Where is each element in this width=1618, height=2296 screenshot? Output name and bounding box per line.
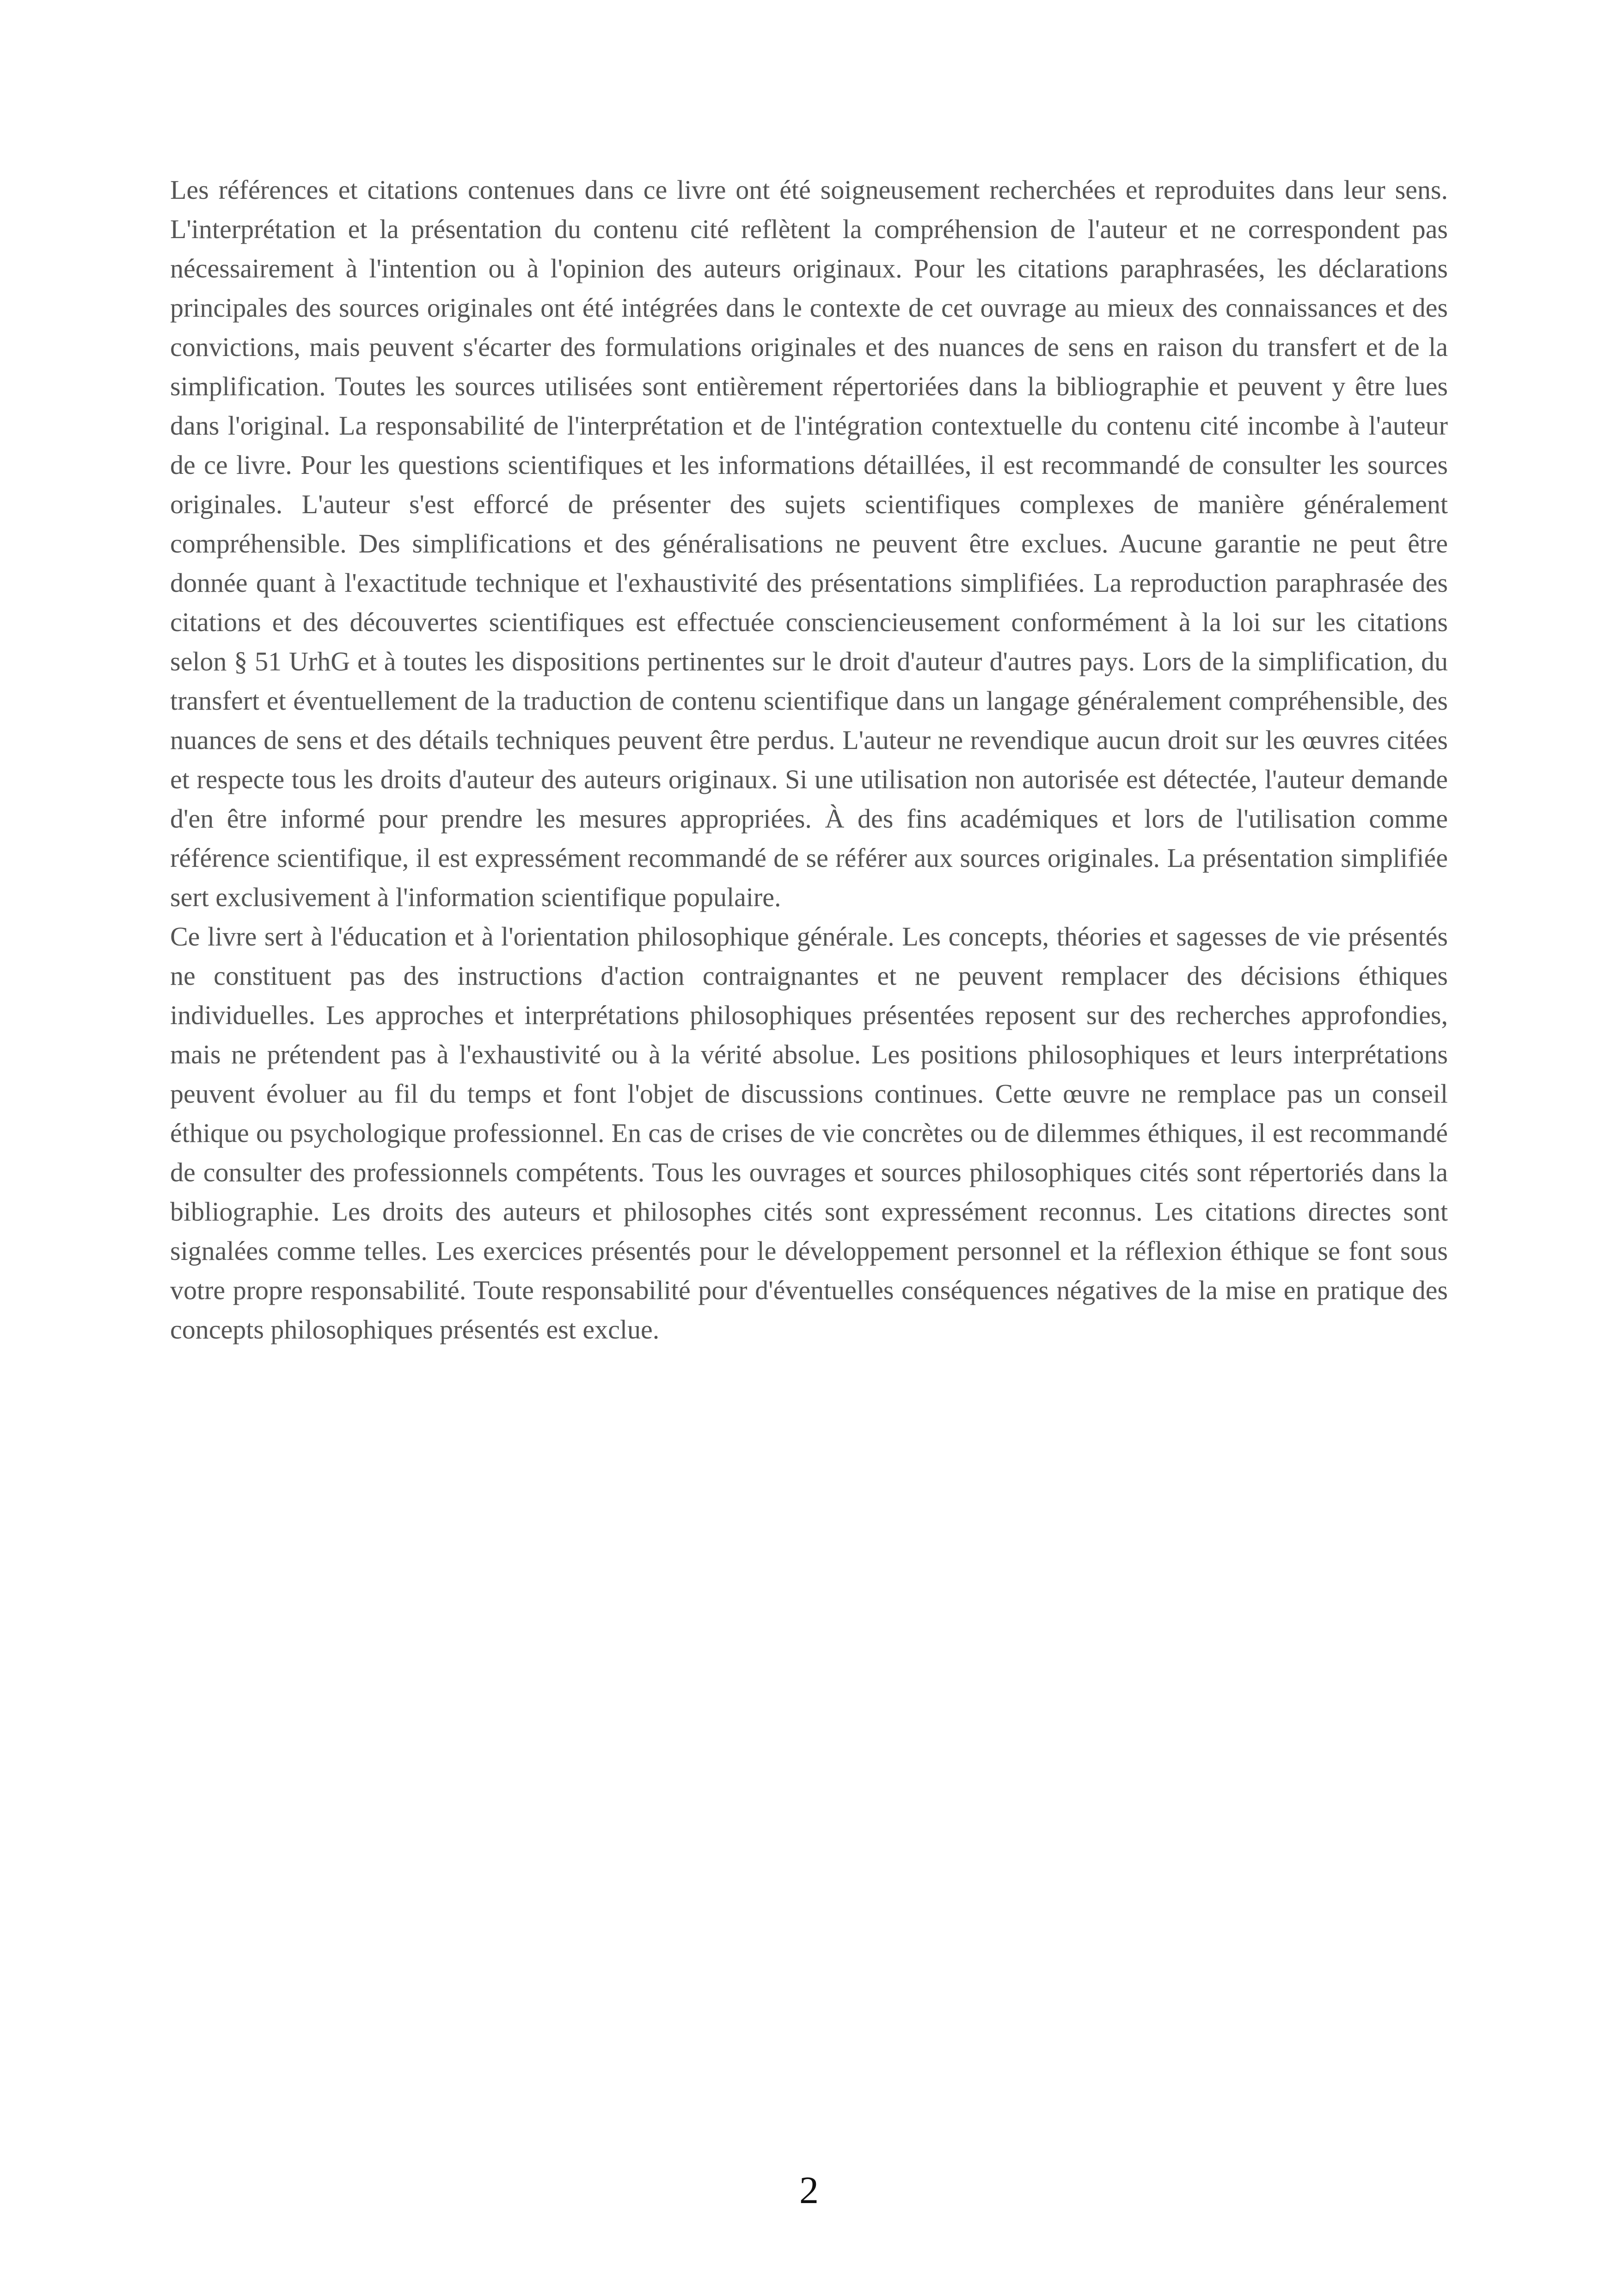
paragraph-philosophy-disclaimer: Ce livre sert à l'éducation et à l'orientation philosophique générale. Les concepts, théories et sagesses de vie présentés ne constituent pas des instructions d'action contraignantes et ne peuvent remplacer des décisions éthiques individuelles. Les approches et interprétations philosophiques présentées reposent sur des recherches approfondies, mais ne prétendent pas à l'exhaustivité ou à la vérité absolue. Les positions philosophiques et leurs interprétations peuvent évoluer au fil du temps et font l'objet de discussions continues. Cette œuvre ne remplace pas un conseil éthique ou psychologique professionnel. En cas de crises de vie concrètes ou de dilemmes éthiques, il est recommandé de consulter des professionnels compétents. Tous les ouvrages et sources philosophiques cités sont répertoriés dans la bibliographie. Les droits des auteurs et philosophes cités sont expressément reconnus. Les citations directes sont signalées comme telles. Les exercices présentés pour le développement personnel et la réflexion éthique se font sous votre propre responsabilité. Toute responsabilité pour d'éventuelles conséquences négatives de la mise en pratique des concepts philosophiques présentés est exclue.: [170, 921, 1448, 1344]
page-number: 2: [799, 2169, 819, 2212]
paragraph-references-disclaimer: Les références et citations contenues dans ce livre ont été soigneusement recherchées et reproduites dans leur sens. L'interprétation et la présentation du contenu cité reflètent la compréhension de l'auteur et ne correspondent pas nécessairement à l'intention ou à l'opinion des auteurs originaux. Pour les citations paraphrasées, les déclarations principales des sources originales ont été intégrées dans le contexte de cet ouvrage au mieux des connaissances et des convictions, mais peuvent s'écarter des formulations originales et des nuances de sens en raison du transfert et de la simplification. Toutes les sources utilisées sont entièrement répertoriées dans la bibliographie et peuvent y être lues dans l'original. La responsabilité de l'interprétation et de l'intégration contextuelle du contenu cité incombe à l'auteur de ce livre. Pour les questions scientifiques et les informations détaillées, il est recommandé de consulter les sources originales. L'auteur s'est efforcé de présenter des sujets scientifiques complexes de manière généralement compréhensible. Des simplifications et des généralisations ne peuvent être exclues. Aucune garantie ne peut être donnée quant à l'exactitude technique et l'exhaustivité des présentations simplifiées. La reproduction paraphrasée des citations et des découvertes scientifiques est effectuée consciencieusement conformément à la loi sur les citations selon § 51 UrhG et à toutes les dispositions pertinentes sur le droit d'auteur d'autres pays. Lors de la simplification, du transfert et éventuellement de la traduction de contenu scientifique dans un langage généralement compréhensible, des nuances de sens et des détails techniques peuvent être perdus. L'auteur ne revendique aucun droit sur les œuvres citées et respecte tous les droits d'auteur des auteurs originaux. Si une utilisation non autorisée est détectée, l'auteur demande d'en être informé pour prendre les mesures appropriées. À des fins académiques et lors de l'utilisation comme référence scientifique, il est expressément recommandé de se référer aux sources originales. La présentation simplifiée sert exclusivement à l'information scientifique populaire.: [170, 175, 1448, 912]
body-text: [170, 170, 1448, 1349]
